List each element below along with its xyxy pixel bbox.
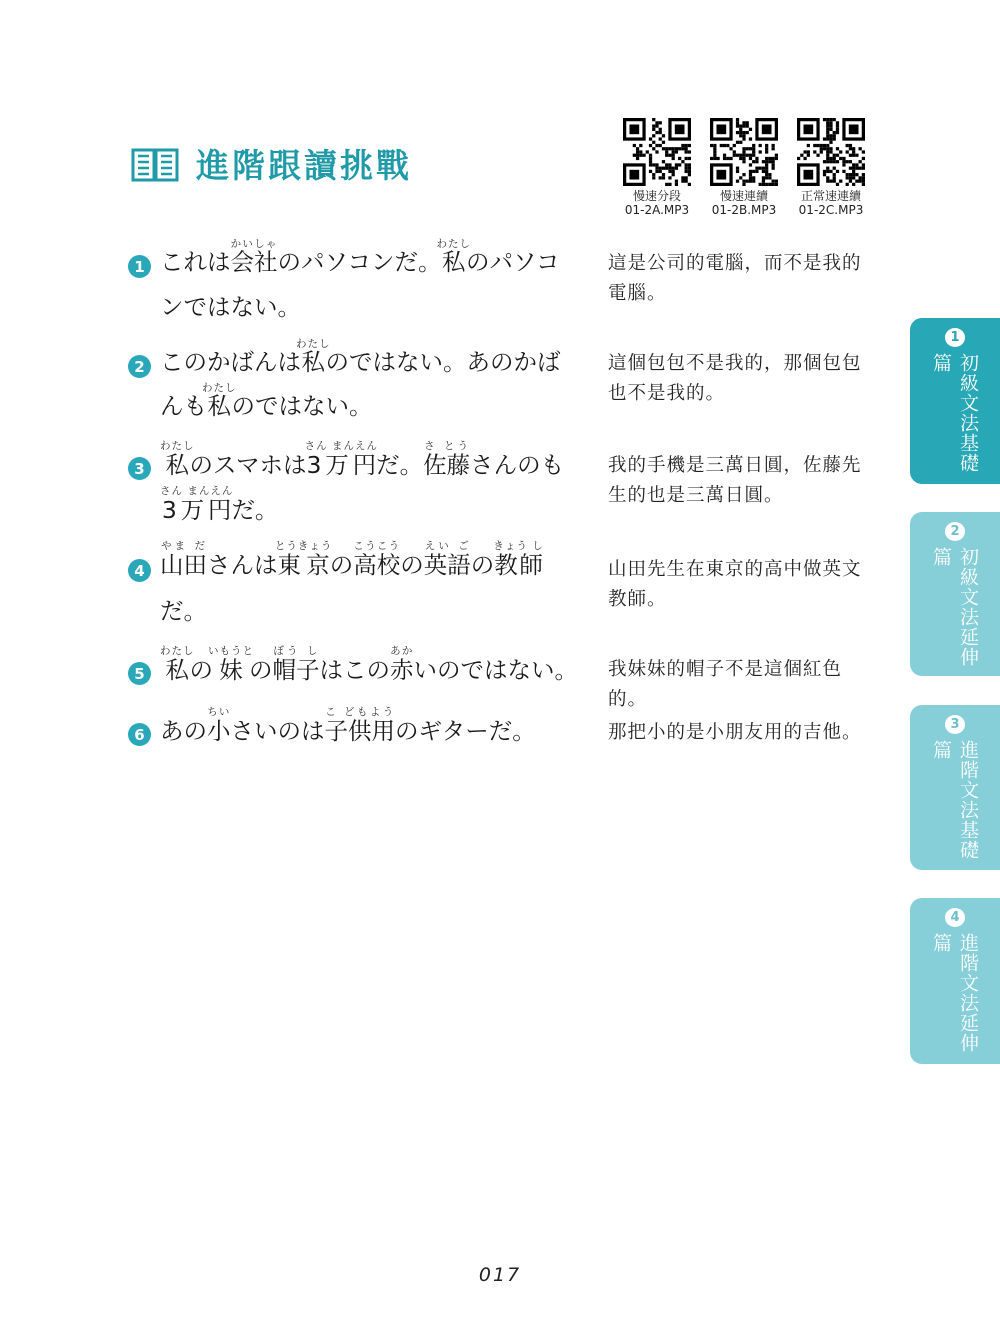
kana-text: だ。: [160, 597, 207, 625]
kanji-with-furigana: 赤あか: [390, 645, 414, 684]
kana-text: あの: [160, 717, 207, 745]
tab-number: 4: [945, 908, 965, 927]
furigana: わたし: [202, 382, 237, 394]
kana-text: ンではない。: [160, 293, 301, 321]
kanji-with-furigana: 山田やま だ: [160, 540, 207, 579]
furigana: わたし: [296, 338, 331, 350]
kana-text: の: [400, 551, 424, 579]
kana-text: の: [470, 551, 495, 579]
tab-beginner-grammar-extension[interactable]: [910, 512, 1000, 676]
qr-file: 01-2B.MP3: [711, 203, 777, 217]
furigana: えい ご: [423, 540, 471, 552]
sentence-number: 4: [128, 559, 151, 582]
chinese-translation: 這是公司的電腦，而不是我的電腦。: [608, 253, 862, 304]
qr-file: 01-2A.MP3: [624, 203, 690, 217]
page-number: 017: [478, 1264, 522, 1286]
kanji-with-furigana: 私わたし: [202, 382, 237, 420]
tab-beginner-grammar-basics[interactable]: [910, 318, 1000, 484]
japanese-line: [160, 382, 373, 421]
chinese-translation: 那把小的是小朋友用的吉他。: [608, 722, 862, 743]
furigana: とうきょう: [274, 540, 333, 552]
kanji-with-furigana: 私わたし: [296, 338, 331, 376]
furigana: こうこう: [353, 540, 401, 552]
tab-label: 進階文法延伸篇: [930, 932, 979, 1053]
kanji-with-furigana: 妹いもうと: [208, 645, 254, 684]
japanese-line: [160, 338, 561, 377]
japanese-line: [160, 485, 278, 525]
tab-label: 初級文法基礎篇: [930, 352, 979, 473]
kanji-with-furigana: 私わたし: [436, 238, 472, 276]
furigana: こ どもよう: [324, 706, 395, 718]
japanese-line: [160, 540, 544, 580]
sentence-number: 2: [128, 355, 151, 378]
qr-label: 正常速連續: [800, 189, 861, 203]
qr-file: 01-2C.MP3: [798, 203, 864, 217]
page-title: 進階跟讀挑戰: [196, 146, 412, 185]
furigana: かいしゃ: [230, 238, 278, 250]
furigana: ちい: [207, 706, 231, 718]
kana-text: んも: [160, 392, 207, 420]
kana-text: の: [189, 656, 213, 684]
kana-text: これは: [160, 248, 231, 276]
kanji-with-furigana: 高校こうこう: [353, 540, 401, 579]
japanese-line: [160, 645, 578, 685]
japanese-line: [160, 440, 564, 480]
qr-label: 慢速連續: [719, 189, 768, 203]
kana-text: だ。: [231, 496, 279, 524]
kanji-with-furigana: 教師きょう し: [493, 540, 544, 579]
kanji-with-furigana: 私わたし: [160, 440, 195, 479]
sentence-number: 6: [128, 723, 151, 746]
kana-text: だ。: [376, 451, 424, 479]
qr-code-icon: [710, 118, 778, 186]
kanji-with-furigana: 小ちい: [207, 706, 231, 745]
kana-text: のパソコンだ。: [277, 248, 442, 276]
kanji-with-furigana: 英語えい ご: [423, 540, 471, 579]
chinese-translation: 山田先生在東京的高中做英文教師。: [608, 559, 862, 610]
tab-advanced-grammar-basics[interactable]: [910, 705, 1000, 870]
chinese-translation: 我的手機是三萬日圓，佐藤先生的也是三萬日圓。: [608, 455, 862, 506]
kana-text: さんのも: [470, 451, 565, 479]
furigana: あか: [390, 645, 414, 657]
kana-text: のではない。あのかば: [325, 348, 561, 376]
kana-text: のギターだ。: [395, 717, 536, 745]
kana-text: いのではない。: [413, 656, 578, 684]
kana-text: の: [249, 656, 273, 684]
tab-number: 2: [945, 522, 965, 541]
qr-code-slow-segment[interactable]: [612, 118, 702, 217]
furigana: さ とう: [423, 440, 471, 452]
sentence-number: 5: [128, 662, 151, 685]
chinese-translation: 我妹妹的帽子不是這個紅色的。: [608, 659, 843, 710]
tab-label: 進階文法基礎篇: [930, 739, 979, 860]
furigana: わたし: [436, 238, 472, 250]
furigana: ぼう し: [272, 645, 320, 657]
japanese-line: [160, 592, 207, 626]
kanji-with-furigana: 会社かいしゃ: [230, 238, 278, 276]
kanji-with-furigana: 東京とうきょう: [274, 540, 333, 579]
kana-text: このかばんは: [160, 348, 301, 376]
qr-label: 慢速分段: [632, 189, 681, 203]
kana-text: の: [329, 551, 354, 579]
qr-code-icon: [797, 118, 865, 186]
chinese-translation: 這個包包不是我的，那個包包也不是我的。: [608, 353, 862, 404]
open-book-icon: [130, 144, 180, 184]
qr-code-icon: [623, 118, 691, 186]
kanji-with-furigana: 3万円さん まんえん: [304, 440, 378, 479]
sentence-number: 1: [128, 255, 151, 278]
qr-code-normal-continuous[interactable]: [786, 118, 876, 217]
kanji-with-furigana: 子供用こ どもよう: [324, 706, 395, 745]
tab-number: 3: [945, 715, 965, 734]
kanji-with-furigana: 帽子ぼう し: [272, 645, 320, 684]
kana-text: さんは: [207, 551, 278, 579]
furigana: わたし: [160, 645, 195, 657]
japanese-line: [160, 706, 536, 746]
furigana: いもうと: [208, 645, 254, 657]
kana-text: のパソコ: [466, 248, 560, 276]
japanese-line: [160, 238, 560, 277]
furigana: さん まんえん: [304, 440, 378, 452]
furigana: さん まんえん: [160, 485, 234, 497]
section-header: [130, 140, 412, 187]
furigana: わたし: [160, 440, 195, 452]
kanji-with-furigana: 私わたし: [160, 645, 195, 684]
tab-label: 初級文法延伸篇: [930, 546, 979, 667]
sentence-number: 3: [128, 457, 151, 480]
tab-number: 1: [945, 328, 965, 347]
qr-code-slow-continuous[interactable]: [699, 118, 789, 217]
kana-text: はこの: [319, 656, 390, 684]
kanji-with-furigana: 3万円さん まんえん: [160, 485, 234, 524]
kana-text: のスマホは: [189, 451, 307, 479]
kana-text: のではない。: [231, 392, 373, 420]
kanji-with-furigana: 佐藤さ とう: [423, 440, 471, 479]
japanese-line: [160, 288, 301, 322]
kana-text: さいのは: [230, 717, 325, 745]
tab-advanced-grammar-extension[interactable]: [910, 898, 1000, 1064]
furigana: やま だ: [160, 540, 207, 552]
furigana: きょう し: [493, 540, 544, 552]
